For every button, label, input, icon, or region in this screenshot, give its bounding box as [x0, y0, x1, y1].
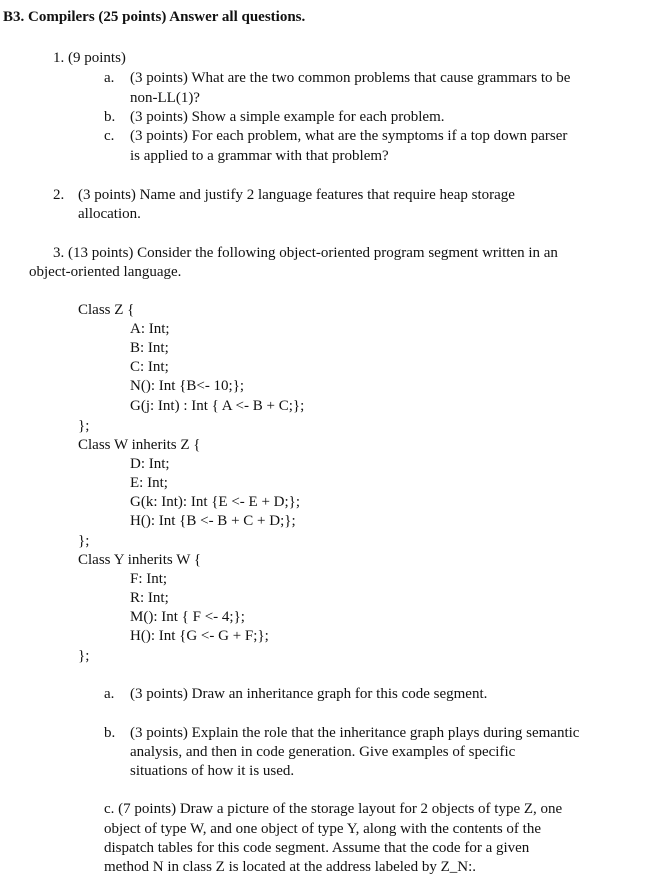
q2-line1: (3 points) Name and justify 2 language features that require heap storage: [78, 187, 515, 203]
q3b-line2: analysis, and then in code generation. Give examples of specific: [130, 744, 516, 760]
q3-line1: 3. (13 points) Consider the following object-oriented program segment written in an: [53, 245, 558, 261]
q3c-line4: method N in class Z is located at the address labeled by Z_N:.: [104, 859, 476, 875]
q3c-line1: c. (7 points) Draw a picture of the storage layout for 2 objects of type Z, one: [104, 801, 563, 817]
q1a-label: a.: [104, 70, 115, 86]
q1c-label: c.: [104, 128, 115, 144]
code-line: };: [78, 418, 90, 434]
code-line: R: Int;: [130, 590, 169, 606]
q3c-line2: object of type W, and one object of type Y, along with the contents of the: [104, 821, 541, 837]
code-line: F: Int;: [130, 571, 168, 587]
code-line: H(): Int {G <- G + F;};: [130, 628, 269, 644]
q3a-text: (3 points) Draw an inheritance graph for this code segment.: [130, 686, 488, 702]
code-line: };: [78, 533, 90, 549]
code-line: N(): Int {B<- 10;};: [130, 378, 245, 394]
code-line: A: Int;: [130, 321, 170, 337]
q1b-label: b.: [104, 109, 116, 125]
q1a-line2: non-LL(1)?: [130, 90, 200, 106]
q1c-line2: is applied to a grammar with that problem?: [130, 148, 389, 164]
code-line: B: Int;: [130, 340, 169, 356]
code-line: Class Z {: [78, 302, 135, 318]
code-line: H(): Int {B <- B + C + D;};: [130, 513, 296, 529]
code-line: Class Y inherits W {: [78, 552, 202, 568]
q3b-line3: situations of how it is used.: [130, 763, 295, 779]
q2-label: 2.: [53, 187, 65, 203]
q1a-line1: (3 points) What are the two common problems that cause grammars to be: [130, 70, 571, 86]
code-line: M(): Int { F <- 4;};: [130, 609, 245, 625]
code-line: D: Int;: [130, 456, 170, 472]
code-line: E: Int;: [130, 475, 168, 491]
q3b-line1: (3 points) Explain the role that the inheritance graph plays during semantic: [130, 725, 580, 741]
code-line: Class W inherits Z {: [78, 437, 201, 453]
q3-line2: object-oriented language.: [29, 264, 182, 280]
code-line: C: Int;: [130, 359, 169, 375]
q1-heading: 1. (9 points): [53, 50, 126, 66]
q3a-label: a.: [104, 686, 115, 702]
q3c-line3: dispatch tables for this code segment. Assume that the code for a given: [104, 840, 530, 856]
code-line: G(k: Int): Int {E <- E + D;};: [130, 494, 301, 510]
code-line: G(j: Int) : Int { A <- B + C;};: [130, 398, 305, 414]
q2-line2: allocation.: [78, 206, 141, 222]
code-line: };: [78, 648, 90, 664]
q3b-label: b.: [104, 725, 116, 741]
q1c-line1: (3 points) For each problem, what are the symptoms if a top down parser: [130, 128, 568, 144]
q1b-text: (3 points) Show a simple example for each problem.: [130, 109, 445, 125]
section-title: B3. Compilers (25 points) Answer all questions.: [3, 9, 306, 25]
